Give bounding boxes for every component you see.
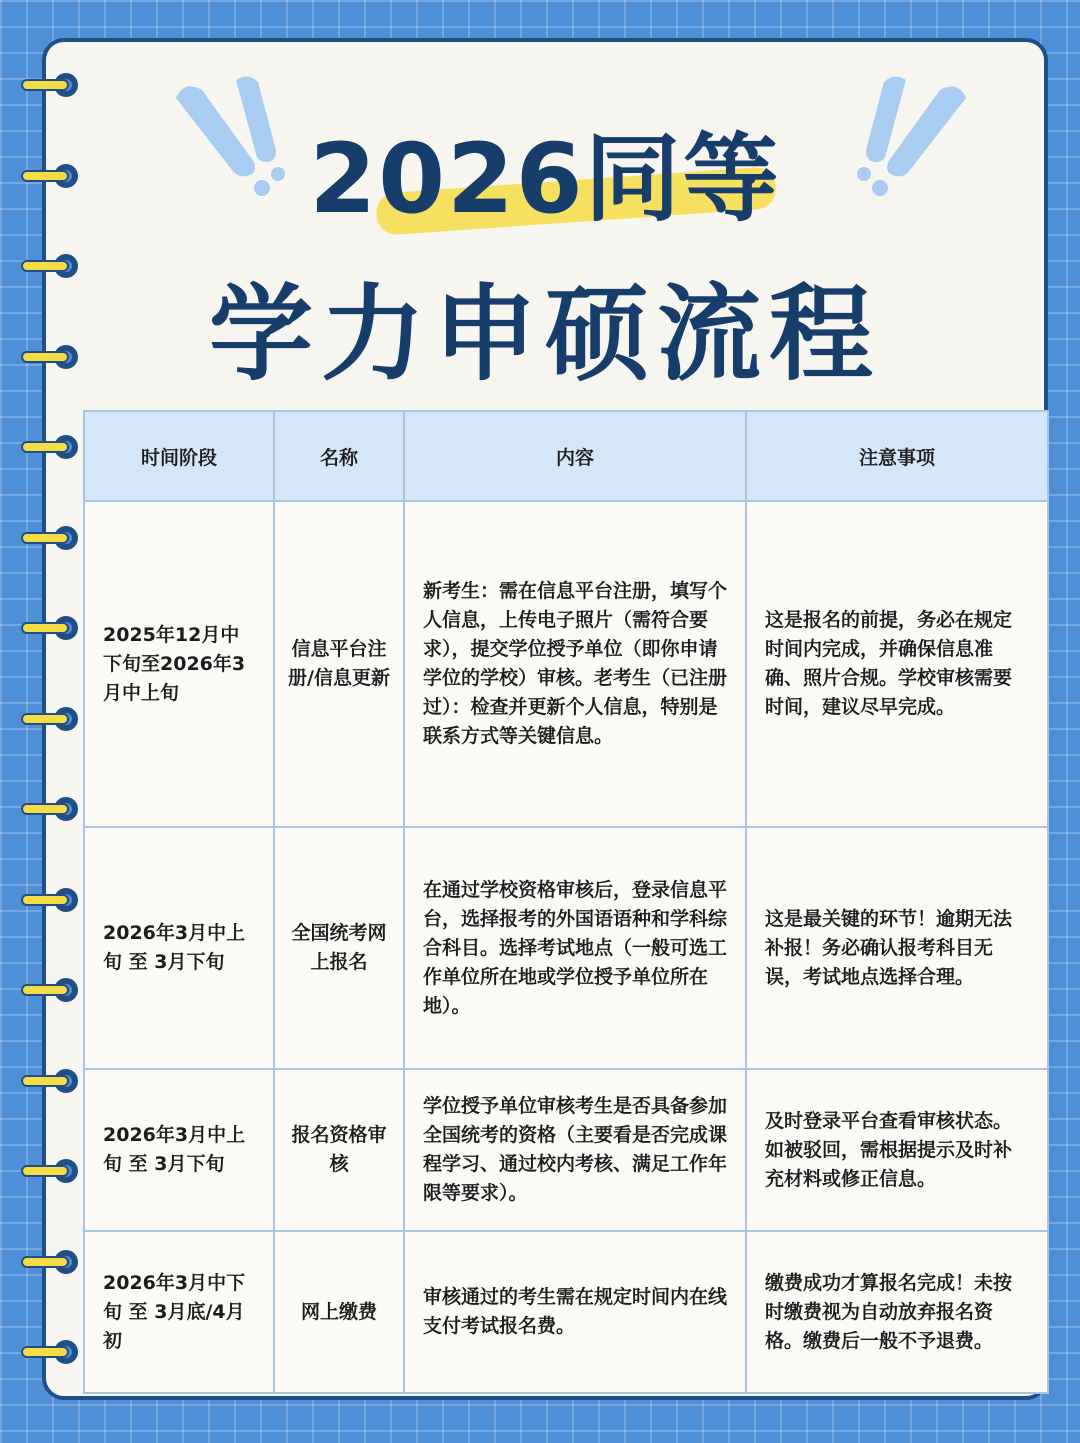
cell-notes: 这是最关键的环节！逾期无法补报！务必确认报考科目无误，考试地点选择合理。 bbox=[746, 827, 1048, 1069]
cell-notes: 这是报名的前提，务必在规定时间内完成，并确保信息准确、照片合规。学校审核需要时间，建议尽早完成。 bbox=[746, 501, 1048, 827]
cell-content: 新考生：需在信息平台注册，填写个人信息，上传电子照片（需符合要求），提交学位授予单位（即你申请学位的学校）审核。老考生（已注册过）：检查并更新个人信息，特别是联系方式等关键信息。 bbox=[404, 501, 746, 827]
cell-content: 审核通过的考生需在规定时间内在线支付考试报名费。 bbox=[404, 1231, 746, 1393]
binding-ring-icon bbox=[20, 975, 82, 1005]
header-notes: 注意事项 bbox=[746, 411, 1048, 501]
binding-ring-icon bbox=[20, 794, 82, 824]
table-row bbox=[84, 1069, 1048, 1231]
table-row bbox=[84, 827, 1048, 1069]
cell-time: 2026年3月中上旬 至 3月下旬 bbox=[84, 827, 274, 1069]
binding-ring-icon bbox=[20, 1066, 82, 1096]
binding-ring-icon bbox=[20, 523, 82, 553]
cell-name: 全国统考网上报名 bbox=[274, 827, 404, 1069]
binding-ring-icon bbox=[20, 613, 82, 643]
binding-ring-icon bbox=[20, 704, 82, 734]
binding-ring-icon bbox=[20, 432, 82, 462]
table-header-row bbox=[84, 411, 1048, 501]
cell-name: 网上缴费 bbox=[274, 1231, 404, 1393]
header-time: 时间阶段 bbox=[84, 411, 274, 501]
header-content: 内容 bbox=[404, 411, 746, 501]
header-name: 名称 bbox=[274, 411, 404, 501]
cell-name: 信息平台注册/信息更新 bbox=[274, 501, 404, 827]
cell-time: 2026年3月中上旬 至 3月下旬 bbox=[84, 1069, 274, 1231]
binding-ring-icon bbox=[20, 1156, 82, 1186]
binding-ring-icon bbox=[20, 1337, 82, 1367]
binding-ring-icon bbox=[20, 1247, 82, 1277]
table-row bbox=[84, 1231, 1048, 1393]
cell-name: 报名资格审核 bbox=[274, 1069, 404, 1231]
binding-ring-icon bbox=[20, 70, 82, 100]
cell-content: 在通过学校资格审核后，登录信息平台，选择报考的外国语语种和学科综合科目。选择考试地点（一般可选工作单位所在地或学位授予单位所在地）。 bbox=[404, 827, 746, 1069]
cell-notes: 及时登录平台查看审核状态。如被驳回，需根据提示及时补充材料或修正信息。 bbox=[746, 1069, 1048, 1231]
process-table bbox=[83, 410, 1049, 1394]
cell-time: 2025年12月中下旬至2026年3月中上旬 bbox=[84, 501, 274, 827]
page-title-line2: 学力申硕流程 bbox=[208, 273, 881, 395]
table-row bbox=[84, 501, 1048, 827]
cell-time: 2026年3月中下旬 至 3月底/4月初 bbox=[84, 1231, 274, 1393]
binding-ring-icon bbox=[20, 885, 82, 915]
cell-notes: 缴费成功才算报名完成！未按时缴费视为自动放弃报名资格。缴费后一般不予退费。 bbox=[746, 1231, 1048, 1393]
page-title-line1: 2026同等 bbox=[309, 123, 781, 235]
cell-content: 学位授予单位审核考生是否具备参加全国统考的资格（主要看是否完成课程学习、通过校内考核、满足工作年限等要求）。 bbox=[404, 1069, 746, 1231]
